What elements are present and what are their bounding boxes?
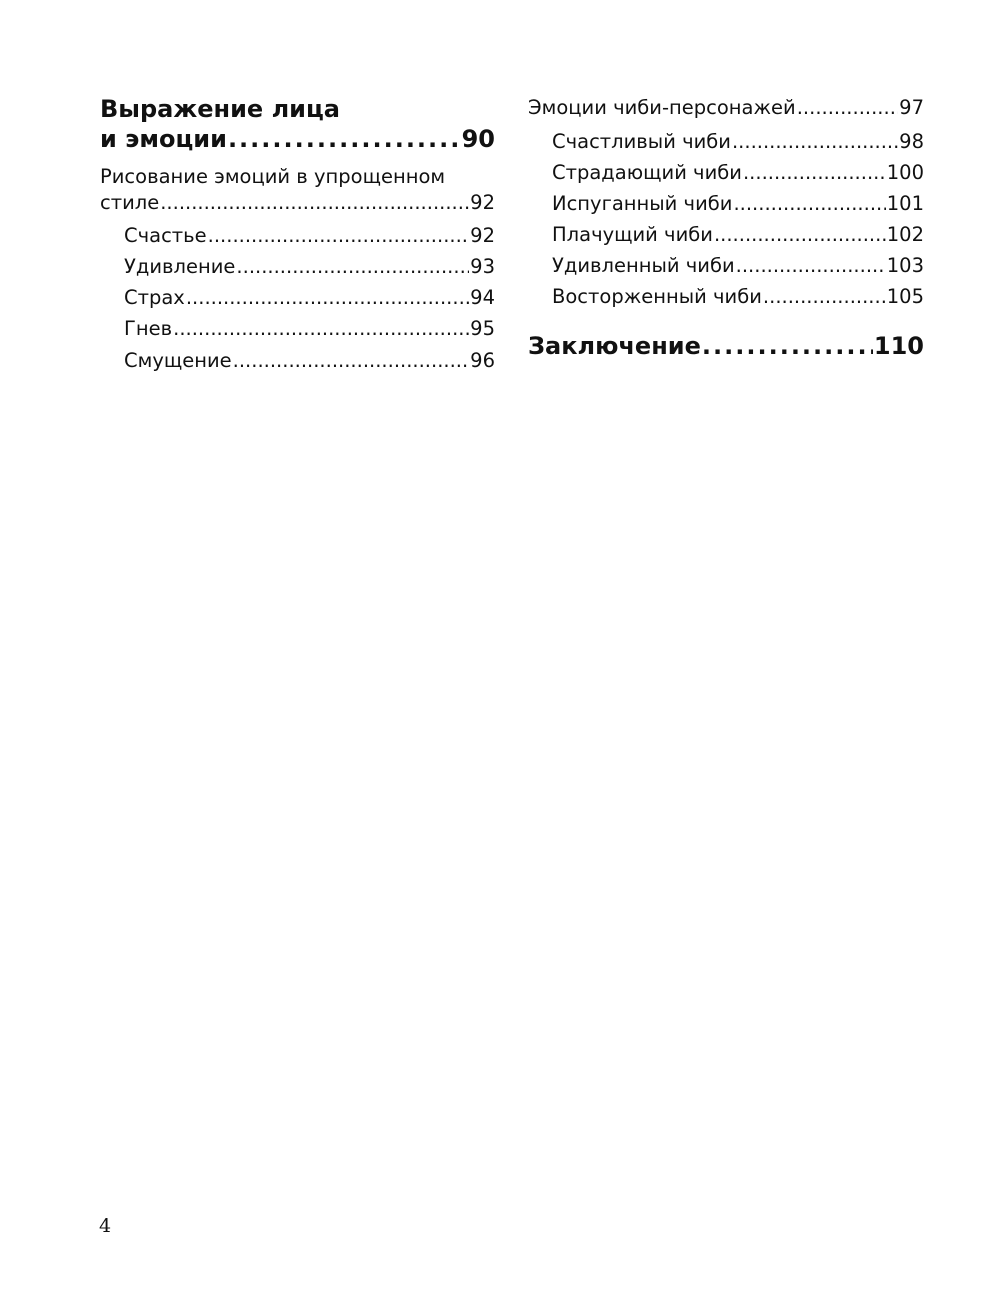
dot-leader: [714, 220, 886, 250]
dot-leader: [173, 314, 469, 344]
subsection-page-number: 92: [470, 191, 495, 214]
toc-item[interactable]: [124, 314, 495, 344]
toc-item-label: Счастье: [124, 224, 207, 247]
subsection-title-line2: стиле: [100, 191, 160, 214]
toc-item-label: Страх: [124, 286, 185, 309]
dot-leader: [736, 251, 886, 281]
chapter-title-line2: и эмоции: [100, 125, 227, 153]
dot-leader: [186, 283, 469, 313]
toc-item-page: 92: [470, 224, 495, 247]
toc-item[interactable]: [124, 252, 495, 282]
toc-item[interactable]: [552, 158, 924, 188]
toc-item-label: Испуганный чиби: [552, 192, 733, 215]
chapter-page-number: 90: [461, 125, 495, 153]
page-number: 4: [99, 1215, 112, 1237]
dot-leader: [702, 329, 873, 363]
chapter-title-line1: Выражение лица: [100, 95, 340, 123]
toc-item[interactable]: [552, 251, 924, 281]
toc-item[interactable]: [552, 127, 924, 157]
section-entry-chibi-emotions[interactable]: [528, 93, 924, 123]
toc-item-page: 95: [470, 317, 495, 340]
toc-item-page: 94: [470, 286, 495, 309]
toc-item-page: 103: [886, 254, 924, 277]
dot-leader: [160, 188, 469, 218]
toc-item-label: Удивление: [124, 255, 236, 278]
dot-leader: [743, 158, 886, 188]
toc-item-page: 105: [886, 285, 924, 308]
dot-leader: [797, 93, 898, 123]
dot-leader: [733, 189, 885, 219]
toc-item-page: 93: [470, 255, 495, 278]
subsection-title-line1: Рисование эмоций в упрощенном: [100, 165, 446, 188]
dot-leader: [732, 127, 898, 157]
dot-leader: [763, 282, 886, 312]
dot-leader: [208, 221, 470, 251]
toc-item-page: 96: [470, 349, 495, 372]
toc-item-label: Счастливый чиби: [552, 130, 731, 153]
dot-leader: [233, 346, 470, 376]
toc-item-label: Гнев: [124, 317, 173, 340]
toc-item[interactable]: [552, 282, 924, 312]
conclusion-title: Заключение: [528, 332, 701, 360]
toc-item[interactable]: [552, 189, 924, 219]
toc-item-label: Смущение: [124, 349, 232, 372]
dot-leader: [236, 252, 469, 282]
toc-item-label: Плачущий чиби: [552, 223, 713, 246]
toc-item[interactable]: [124, 283, 495, 313]
subsection-entry-simplified[interactable]: [100, 188, 495, 218]
dot-leader: [228, 122, 461, 156]
toc-item-page: 100: [886, 161, 924, 184]
toc-item-label: Восторженный чиби: [552, 285, 762, 308]
toc-item-page: 101: [886, 192, 924, 215]
section-page-number: 97: [899, 96, 924, 119]
chapter-entry-conclusion[interactable]: [528, 329, 924, 363]
section-title: Эмоции чиби-персонажей: [528, 96, 796, 119]
toc-item-label: Удивленный чиби: [552, 254, 735, 277]
toc-item[interactable]: [124, 221, 495, 251]
chapter-entry-expressions[interactable]: [100, 122, 495, 156]
conclusion-page-number: 110: [873, 332, 924, 360]
toc-item[interactable]: [552, 220, 924, 250]
toc-item-page: 98: [899, 130, 924, 153]
toc-item[interactable]: [124, 346, 495, 376]
toc-item-label: Страдающий чиби: [552, 161, 742, 184]
toc-item-page: 102: [886, 223, 924, 246]
